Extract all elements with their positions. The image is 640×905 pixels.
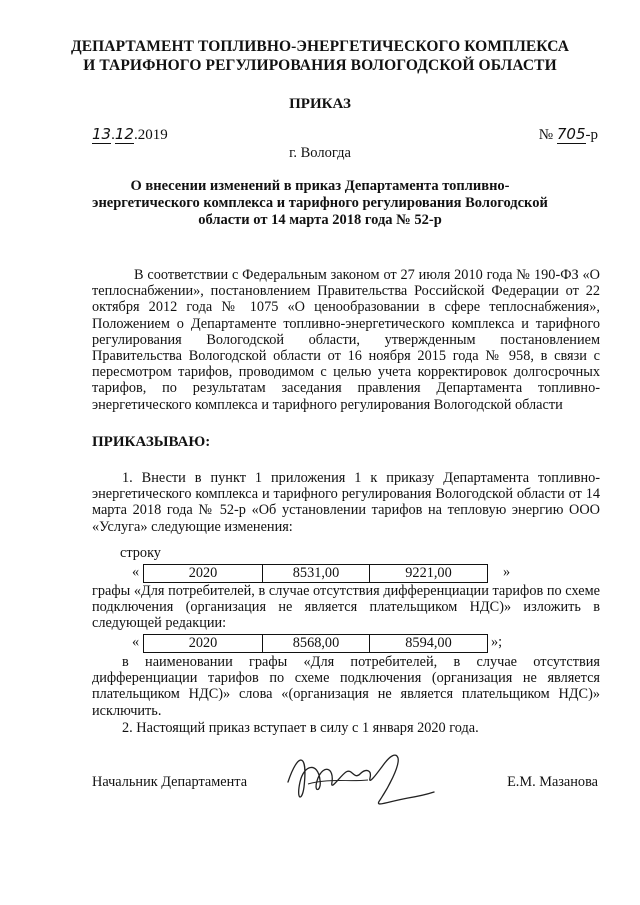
item-1-paragraph: 1. Внести в пункт 1 приложения 1 к приказу Департамента топливно-энергетического комплекса и тарифного регулирования Вологодской области от 14 марта 2018 года № 52-р «Об установлении тарифов на тепловую энергию ООО «Услуга» следующие изменения: [92, 470, 600, 535]
rename-paragraph: в наименовании графы «Для потребителей, в случае отсутствия дифференциации тарифов по схеме подключения (организация не является плательщиком НДС)» слова «(организация не является плательщиком НДС)» исключить. [92, 654, 600, 719]
order-subject [80, 178, 560, 229]
number-prefix: № [538, 127, 554, 143]
row-old-value-1-cell: 8531,00 [262, 564, 370, 583]
row-new-year-cell: 2020 [143, 634, 263, 653]
city: г. Вологда [289, 145, 351, 161]
order-number [539, 125, 598, 144]
row-new-open-quote: « [132, 634, 140, 650]
handwritten-signature [268, 742, 438, 812]
date-month: 12 [114, 125, 134, 143]
subject-line-2: энергетического комплекса и тарифного регулирования Вологодской [92, 195, 548, 211]
item-2-paragraph: 2. Настоящий приказ вступает в силу с 1 января 2020 года. [122, 720, 479, 736]
row-old-close-quote: » [503, 564, 511, 580]
row-old-year-cell: 2020 [143, 564, 263, 583]
row-old-open-quote: « [132, 564, 140, 580]
subject-line-1: О внесении изменений в приказ Департамента топливно- [130, 178, 510, 194]
signatory-name: Е.М. Мазанова [507, 774, 598, 790]
row-new-value-1-cell: 8568,00 [262, 634, 370, 653]
number-value: 705 [556, 125, 586, 143]
row-new-value-2-cell: 8594,00 [369, 634, 488, 653]
subject-line-3: области от 14 марта 2018 года № 52-р [198, 212, 442, 228]
preamble-paragraph: В соответствии с Федеральным законом от 27 июля 2010 года № 190-ФЗ «О теплоснабжении», постановлением Правительства Российской Федерации от 22 октября 2012 года № 1075 «О ценообразовании в сфере теплоснабжения», Положением о Департаменте топливно-энергетического комплекса и тарифного регулирования Вологодской области, утвержденным постановлением Правительства Вологодской области от 16 ноября 2015 года № 958, в связи с пересмотром тарифов, проводимом с целью учета корректировок долгосрочных тарифов, по результатам заседания правления Департамента топливно-энергетического комплекса и тарифного регулирования Вологодской области [92, 267, 600, 413]
orders-heading: ПРИКАЗЫВАЮ: [92, 434, 211, 450]
date-year: .2019 [133, 127, 168, 143]
row-old-value-2-cell: 9221,00 [369, 564, 488, 583]
department-line-1: ДЕПАРТАМЕНТ ТОПЛИВНО-ЭНЕРГЕТИЧЕСКОГО КОМПЛЕКСА [70, 38, 570, 55]
order-date: 13.12.2019 [92, 125, 168, 143]
row-new-close-quote: »; [491, 634, 503, 650]
document-type: ПРИКАЗ [289, 96, 351, 112]
department-line-2: И ТАРИФНОГО РЕГУЛИРОВАНИЯ ВОЛОГОДСКОЙ ОБЛАСТИ [83, 57, 557, 74]
date-day: 13 [92, 125, 112, 143]
department-name [0, 37, 640, 75]
number-suffix: -р [585, 127, 598, 143]
signatory-position: Начальник Департамента [92, 774, 248, 790]
column-description: графы «Для потребителей, в случае отсутствия дифференциации тарифов по схеме подключения (организация не является плательщиком НДС)» изложить в следующей редакции: [92, 583, 600, 632]
stroka-label: строку [120, 545, 161, 561]
